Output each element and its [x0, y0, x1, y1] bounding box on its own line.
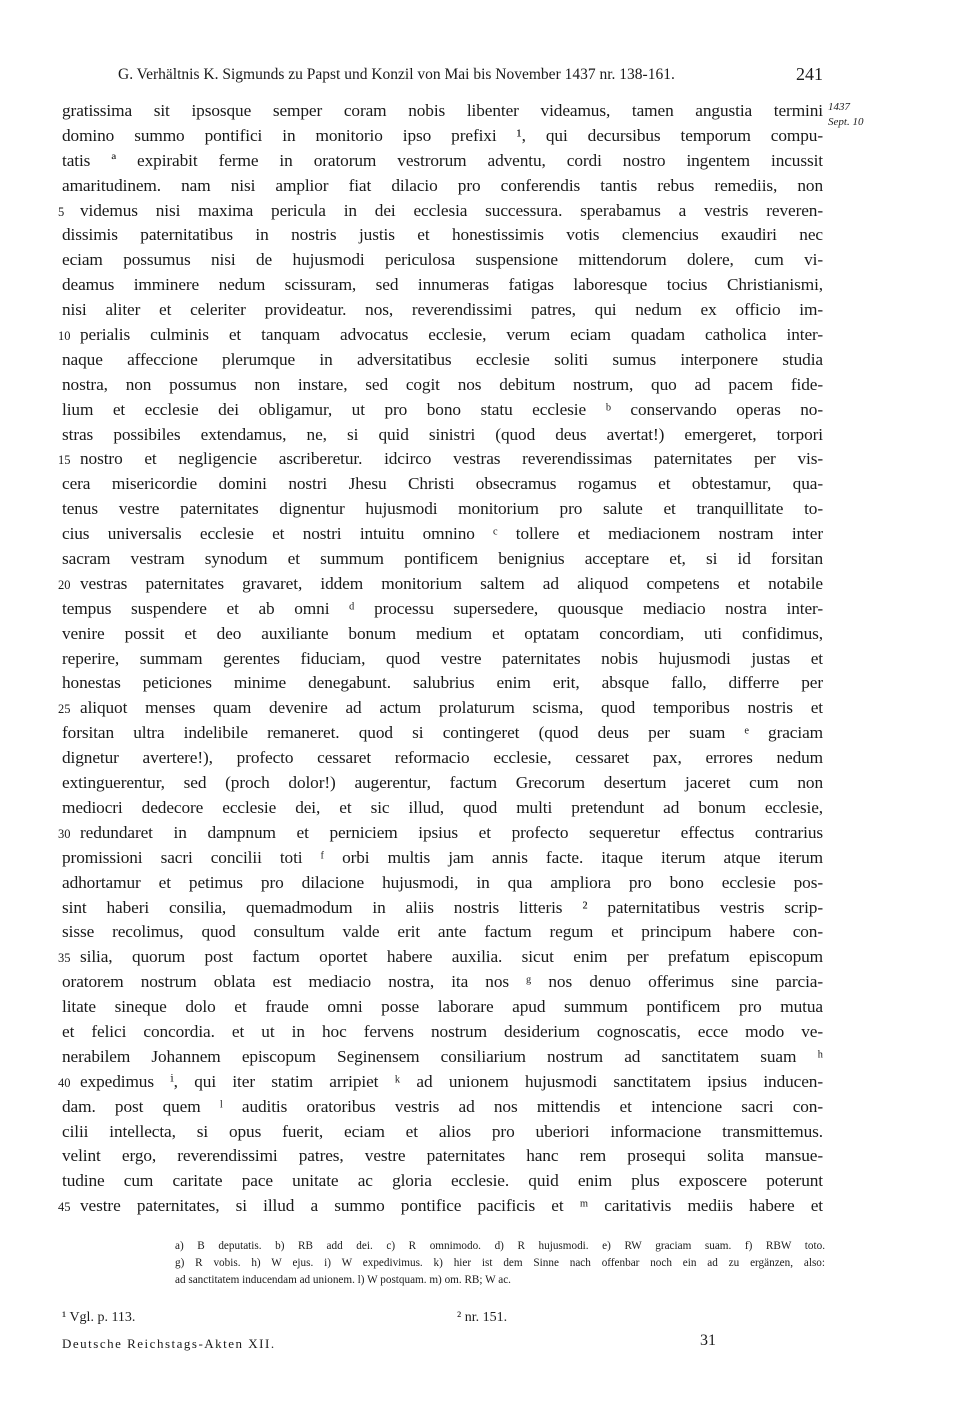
text-line	[62, 796, 823, 821]
signature-mark: 31	[700, 1332, 716, 1349]
line-text: nerabilem Johannem episcopum Seginensem consiliarium nostrum ad sanctitatem suam ʰ	[62, 1046, 823, 1066]
text-line	[58, 821, 823, 846]
line-text: dignetur avertere!), profecto cessaret reformacio ecclesie, cessaret pax, errores nedum	[62, 748, 823, 768]
line-text: sint haberi consilia, quemadmodum in aliis nostris litteris ² paternitatibus vestris scrip-	[62, 897, 823, 917]
text-line	[62, 124, 823, 149]
line-text: nostro et negligencie ascriberetur. idcirco vestras reverendissimas paternitates per vis-	[80, 449, 823, 469]
line-number: 15	[58, 453, 71, 468]
line-text: venire possit et deo auxiliante bonum medium et optatam concordiam, uti confidimus,	[62, 623, 823, 643]
line-number: 25	[58, 702, 71, 717]
text-line	[58, 945, 823, 970]
line-text: honestas peticiones minime denegabunt. salubrius enim erit, absque fallo, differre per	[62, 673, 823, 693]
footnote-1: ¹ Vgl. p. 113.	[62, 1310, 136, 1325]
running-header	[118, 66, 823, 92]
text-line	[62, 1120, 823, 1145]
margin-date-note	[828, 100, 863, 130]
text-line	[62, 970, 823, 995]
line-text: expedimus ⁱ, qui iter statim arripiet ᵏ ad unionem hujusmodi sanctitatem ipsius inducen-	[80, 1071, 823, 1091]
line-text: aliquot menses quam devenire ad actum prolaturum scisma, quod temporibus nostris et	[80, 698, 823, 718]
text-line	[62, 273, 823, 298]
text-line	[62, 1020, 823, 1045]
text-line	[58, 1194, 823, 1219]
text-line	[62, 1095, 823, 1120]
line-number: 30	[58, 826, 71, 841]
line-text: promissioni sacri concilii toti ᶠ orbi multis jam annis facte. itaque iterum atque iterum	[62, 847, 823, 867]
text-line	[58, 199, 823, 224]
line-text: velint ergo, reverendissimi patres, vestre paternitates hanc rem prosequi solita mansue-	[62, 1146, 823, 1166]
text-line	[62, 99, 823, 124]
line-text: et felici concordia. et ut in hoc fervens nostrum desiderium cognoscatis, ecce modo ve-	[62, 1021, 823, 1041]
line-text: reperire, summam gerentes fiduciam, quod vestre paternitates nobis hujusmodi justas et	[62, 648, 823, 668]
text-line	[58, 447, 823, 472]
line-text: dissimis paternitatibus in nostris justis et honestissimis votis clemencius exaudiri nec	[62, 225, 823, 245]
text-line	[62, 920, 823, 945]
text-line	[62, 223, 823, 248]
text-line	[62, 1144, 823, 1169]
text-line	[58, 572, 823, 597]
line-number: 10	[58, 329, 71, 344]
text-line	[58, 1070, 823, 1095]
line-text: cera misericordie domini nostri Jhesu Christi obsecramus rogamus et obtestamur, qua-	[62, 474, 823, 494]
text-line	[62, 746, 823, 771]
variant-note-line: a) B deputatis. b) RB add dei. c) R omnimodo. d) R hujusmodi. e) RW graciam suam. f) RBW toto.	[175, 1240, 825, 1252]
text-line	[62, 149, 823, 174]
line-text: cilii intellecta, si opus fuerit, eciam et alios pro uberiori informacione transmittemus.	[62, 1121, 823, 1141]
body-text	[58, 99, 823, 1219]
line-text: stras possibiles extendamus, ne, si quid sinistri (quod deus avertat!) emergeret, torpori	[62, 424, 823, 444]
line-number: 5	[58, 204, 65, 219]
text-line	[62, 1169, 823, 1194]
text-line	[62, 846, 823, 871]
running-header-title: G. Verhältnis K. Sigmunds zu Papst und Konzil von Mai bis November 1437 nr. 138-161.	[118, 66, 675, 83]
text-line	[62, 373, 823, 398]
margin-year: 1437	[828, 101, 850, 113]
line-text: tenus vestre paternitates dignentur hujusmodi monitorium pro salute et tranquillitate to-	[62, 499, 823, 519]
line-text: eciam possumus nisi de hujusmodi periculosa suspensione mittendorum dolere, cum vi-	[62, 250, 823, 270]
text-line	[62, 995, 823, 1020]
text-line	[62, 647, 823, 672]
variant-note-line: ad sanctitatem inducendam ad unionem. l) W postquam. m) om. RB; W ac.	[175, 1274, 511, 1286]
line-text: amaritudinem. nam nisi amplior fiat dilacio pro conferendis tantis rebus remediis, non	[62, 175, 823, 195]
text-line	[62, 1045, 823, 1070]
text-line	[62, 174, 823, 199]
page-number: 241	[796, 64, 823, 84]
text-line	[62, 522, 823, 547]
text-line	[58, 696, 823, 721]
text-line	[62, 547, 823, 572]
line-text: dam. post quem ˡ auditis oratoribus vestris ad nos mittendis et intencione sacri con-	[62, 1096, 823, 1116]
line-text: videmus nisi maxima pericula in dei ecclesia successura. sperabamus a vestris reveren-	[80, 200, 823, 220]
text-line	[62, 298, 823, 323]
variant-notes	[175, 1238, 825, 1289]
text-line	[62, 348, 823, 373]
line-text: sacram vestram synodum et summum pontificem benignius acceptare et, si id forsitan	[62, 549, 823, 569]
line-text: domino summo pontifici in monitorio ipso prefixi ¹, qui decursibus temporum compu-	[62, 125, 823, 145]
line-text: nostra, non possumus non instare, sed cogit nos debitum nostrum, quo ad pacem fide-	[62, 374, 823, 394]
line-text: tatis ª expirabit ferme in oratorum vestrorum adventu, cordi nostro ingentem incussit	[62, 150, 823, 170]
text-line	[62, 896, 823, 921]
line-text: litate sineque dolo et fraude omni posse laborare apud summum pontificem pro mutua	[62, 997, 823, 1017]
line-text: oratorem nostrum oblata est mediacio nostra, ita nos ᵍ nos denuo offerimus sine parcia-	[62, 972, 823, 992]
text-line	[62, 622, 823, 647]
line-text: lium et ecclesie dei obligamur, ut pro bono statu ecclesie ᵇ conservando operas no-	[62, 399, 823, 419]
line-text: forsitan ultra indelibile remaneret. quod si contingeret (quod deus per suam ᵉ graciam	[62, 723, 823, 743]
line-text: cius universalis ecclesie et nostri intuitu omnino ᶜ tollere et mediacionem nostram inter	[62, 524, 823, 544]
line-text: vestras paternitates gravaret, iddem monitorium saltem ad aliquod competens et notabile	[80, 573, 823, 593]
line-number: 35	[58, 951, 71, 966]
text-line	[62, 771, 823, 796]
line-text: deamus imminere nedum scissuram, sed innumeras fatigas laboresque tocius Christianismi,	[62, 275, 823, 295]
text-line	[62, 497, 823, 522]
variant-note-line: g) R vobis. h) W ejus. i) W expedivimus. k) hier ist dem Sinne nach offenbar noch ein ad zu ergänzen, also:	[175, 1257, 825, 1269]
line-text: tempus suspendere et ab omni ᵈ processu supersedere, quousque mediacio nostra inter-	[62, 598, 823, 618]
text-line	[62, 871, 823, 896]
line-text: redundaret in dampnum et perniciem ipsius et profecto sequeretur effectus contrarius	[80, 822, 823, 842]
publication-title: Deutsche Reichstags-Akten XII.	[62, 1336, 276, 1351]
line-text: tudine cum caritate pace unitate ac gloria ecclesie. quid enim plus exposcere poterunt	[62, 1171, 823, 1191]
line-text: silia, quorum post factum oportet habere auxilia. sicut enim per prefatum episcopum	[80, 947, 823, 967]
text-line	[58, 323, 823, 348]
line-text: adhortamur et petimus pro dilacione hujusmodi, in qua ampliora pro bono ecclesie pos-	[62, 872, 823, 892]
line-text: extinguerentur, sed (proch dolor!) augerentur, factum Grecorum desertum jaceret cum non	[62, 773, 823, 793]
footnote-2: ² nr. 151.	[457, 1310, 508, 1325]
line-text: naque affeccione plerumque in adversitatibus ecclesie soliti sumus interponere studia	[62, 349, 823, 369]
text-line	[62, 472, 823, 497]
text-line	[62, 248, 823, 273]
line-text: gratissima sit ipsosque semper coram nobis libenter videamus, tamen angustia termini	[62, 101, 823, 120]
text-line	[62, 671, 823, 696]
line-text: nisi aliter et celeriter provideatur. nos, reverendissimi patres, qui nedum ex officio im-	[62, 300, 823, 320]
line-number: 20	[58, 577, 71, 592]
text-line	[62, 423, 823, 448]
line-number: 40	[58, 1075, 71, 1090]
text-line	[62, 398, 823, 423]
line-text: mediocri dedecore ecclesie dei, et sic illud, quod multi pretendunt ad bonum ecclesie,	[62, 797, 823, 817]
line-text: sisse recolimus, quod consultum valde erit ante factum regum et principum habere con-	[62, 922, 823, 942]
text-line	[62, 721, 823, 746]
line-number: 45	[58, 1200, 71, 1215]
line-text: perialis culminis et tanquam advocatus ecclesie, verum eciam quadam catholica inter-	[80, 325, 823, 345]
margin-day: Sept. 10	[828, 116, 864, 128]
line-text: vestre paternitates, si illud a summo pontifice pacificis et ᵐ caritativis mediis habere et	[80, 1196, 823, 1216]
text-line	[62, 597, 823, 622]
